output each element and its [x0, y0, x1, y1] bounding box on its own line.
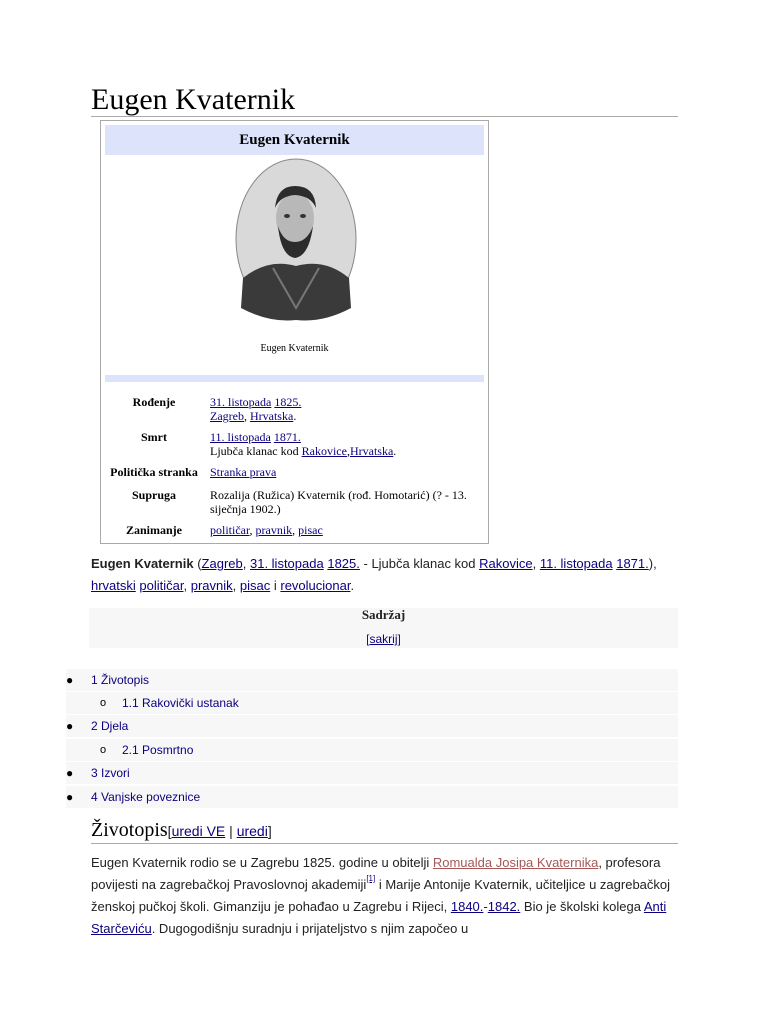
death-year-link[interactable]: 1871.: [616, 556, 649, 571]
toc-item-label[interactable]: 1.1 Rakovički ustanak: [122, 696, 239, 710]
birth-year-link[interactable]: 1825.: [327, 556, 360, 571]
toc-toggle: [89, 632, 678, 646]
year-1840-link[interactable]: 1840.: [450, 899, 484, 914]
rakovice-link[interactable]: Rakovice: [479, 556, 533, 571]
edit-source-link[interactable]: uredi: [236, 823, 268, 839]
birth-country-link[interactable]: Hrvatska: [249, 409, 294, 423]
section-edit-links: [168, 823, 272, 839]
edit-ve-link[interactable]: uredi VE: [171, 823, 226, 839]
party-link[interactable]: Stranka prava: [210, 465, 277, 479]
toc-item[interactable]: [66, 739, 678, 761]
bracket-text: ]: [397, 632, 401, 646]
toc-title: Sadržaj: [361, 607, 406, 622]
infobox-label: Smrt: [141, 430, 167, 444]
subject-name: Eugen Kvaternik: [91, 556, 194, 571]
toc-item-label[interactable]: 4 Vanjske poveznice: [91, 790, 201, 804]
toc-item-label[interactable]: 2 Djela: [91, 719, 129, 733]
infobox-label: Supruga: [131, 488, 177, 502]
text-run: ,: [232, 578, 240, 593]
pravnik-link[interactable]: pravnik: [190, 578, 233, 593]
birth-date-link[interactable]: 31. listopada: [210, 395, 272, 409]
text-run: i Marije Antonije Kvaternik, učiteljice u zagrebačkoj ženskoj pučkoj školi. Gimanziju je pohađao u Zagrebu i Rijeci,: [91, 877, 671, 914]
birth-date-link[interactable]: 31. listopada: [249, 556, 324, 571]
birth-year-link[interactable]: 1825.: [274, 395, 302, 409]
text-run: - Ljubča klanac kod: [359, 556, 480, 571]
infobox-value: političar, pravnik, pisac: [210, 523, 323, 537]
section-title: Životopis: [91, 819, 168, 841]
infobox-label: Rođenje: [132, 395, 176, 409]
pisac-link[interactable]: pisac: [239, 578, 271, 593]
infobox-value: [210, 430, 480, 458]
father-link[interactable]: Romualda Josipa Kvaternika: [432, 855, 599, 870]
year-1842-link[interactable]: 1842.: [487, 899, 521, 914]
infobox-value: Rozalija (Ružica) Kvaternik (rođ. Homotarić) (? - 13. siječnja 1902.): [210, 488, 467, 516]
zagreb-link[interactable]: Zagreb: [201, 556, 243, 571]
infobox-value: [210, 465, 480, 479]
toc-hide-link[interactable]: sakrij: [369, 632, 398, 646]
toc-item-label[interactable]: 2.1 Posmrtno: [122, 743, 194, 757]
bullet-icon: ●: [66, 719, 74, 733]
birth-place-link[interactable]: Zagreb: [210, 409, 244, 423]
infobox-caption: Eugen Kvaternik: [260, 343, 329, 354]
death-country-link[interactable]: Hrvatska: [349, 444, 394, 458]
text-run: . Dugogodišnju suradnju i prijateljstvo s njim započeo u: [151, 921, 469, 936]
text-run: Eugen Kvaternik rodio se u Zagrebu 1825. godine u obitelji: [91, 855, 433, 870]
death-date-link[interactable]: 11. listopada: [539, 556, 613, 571]
infobox-label: Politička stranka: [110, 465, 198, 479]
occupation-link[interactable]: pisac: [298, 523, 323, 537]
toc-item[interactable]: [66, 762, 678, 784]
toc-item[interactable]: [66, 692, 678, 714]
text-run: ,: [183, 578, 191, 593]
bullet-icon: ●: [66, 766, 74, 780]
toc-item[interactable]: [66, 669, 678, 691]
separator-text: ,: [346, 444, 350, 458]
text-run: -: [483, 899, 488, 914]
bullet-icon: ●: [66, 673, 74, 687]
text-run: ,: [242, 556, 250, 571]
separator-text: |: [225, 823, 237, 839]
intro-paragraph: [91, 553, 678, 597]
toc-item-label[interactable]: 3 Izvori: [91, 766, 130, 780]
text-run: .: [350, 578, 355, 593]
bracket-text: [: [167, 823, 172, 839]
occupation-link[interactable]: pravnik: [255, 523, 293, 537]
section-heading: [91, 817, 678, 844]
infobox-header: Eugen Kvaternik: [105, 125, 484, 155]
toc-header: [89, 608, 678, 648]
toc-item[interactable]: [66, 715, 678, 737]
text-run: , profesora povijesti na zagrebačkoj Pravoslovnoj akademiji: [91, 855, 661, 892]
separator-text: .: [293, 409, 297, 423]
starcevic-link[interactable]: Anti Starčeviću: [91, 899, 667, 936]
text-run: Bio je školski kolega: [520, 899, 644, 914]
infobox-value: [210, 395, 480, 423]
separator-text: ,: [243, 409, 250, 423]
occupation-link[interactable]: političar: [210, 523, 250, 537]
portrait-image[interactable]: [233, 158, 359, 324]
bracket-text: [: [366, 632, 370, 646]
text-run: i: [270, 578, 281, 593]
revolucionar-link[interactable]: revolucionar: [280, 578, 351, 593]
infobox: [100, 120, 489, 544]
circle-bullet-icon: o: [100, 744, 107, 756]
infobox-divider: [105, 375, 484, 382]
bio-paragraph: [91, 852, 678, 940]
hrvatski-link[interactable]: hrvatski: [91, 578, 136, 593]
toc-item[interactable]: [66, 786, 678, 808]
death-year-link[interactable]: 1871.: [273, 430, 301, 444]
toc-item-label[interactable]: 1 Životopis: [91, 673, 150, 687]
separator-text: .: [393, 444, 397, 458]
death-place-text: Ljubča klanac kod: [210, 444, 302, 458]
politicar-link[interactable]: političar: [139, 578, 184, 593]
death-date-link[interactable]: 11. listopada: [210, 430, 271, 444]
infobox-label: Zanimanje: [125, 523, 182, 537]
bullet-icon: ●: [66, 790, 74, 804]
text-run: (: [193, 556, 202, 571]
circle-bullet-icon: o: [100, 697, 107, 709]
text-run: ,: [532, 556, 540, 571]
page-title: Eugen Kvaternik: [91, 82, 678, 117]
death-place-link[interactable]: Rakovice: [301, 444, 347, 458]
text-run: ),: [648, 556, 657, 571]
bracket-text: ]: [267, 823, 272, 839]
reference-link[interactable]: [1]: [366, 874, 376, 883]
